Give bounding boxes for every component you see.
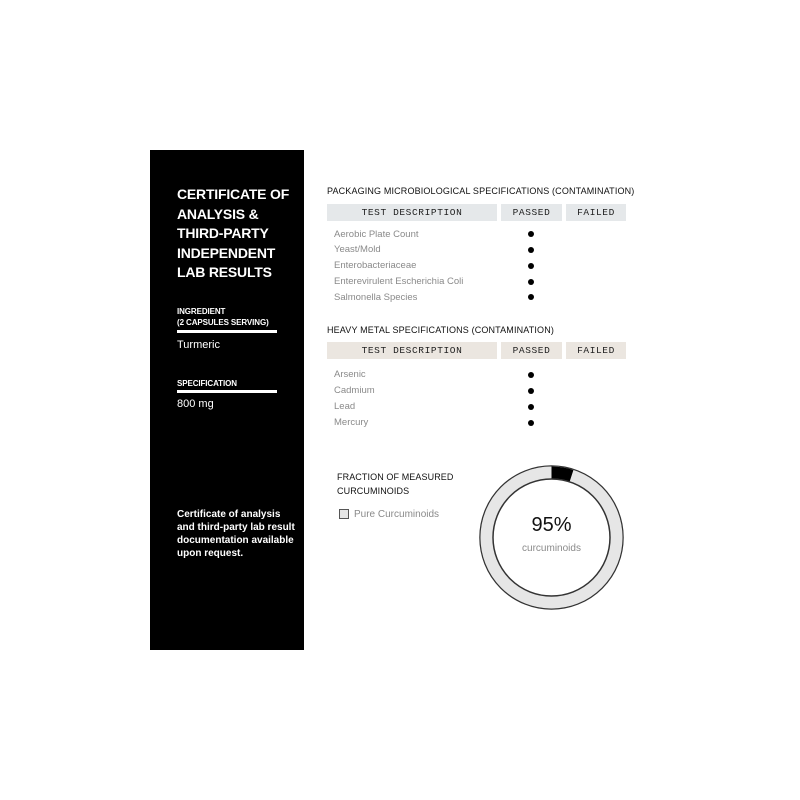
micro-header-failed: FAILED xyxy=(566,204,626,221)
sidebar-panel xyxy=(150,150,304,650)
specification-label: SPECIFICATION xyxy=(177,379,237,388)
passed-dot xyxy=(528,279,534,285)
curcuminoid-donut-chart xyxy=(479,465,624,610)
micro-row-label: Salmonella Species xyxy=(334,292,418,303)
specification-value: 800 mg xyxy=(177,398,214,410)
metal-header-test-description: TEST DESCRIPTION xyxy=(327,342,497,359)
ingredient-sublabel: (2 CAPSULES SERVING) xyxy=(177,318,269,327)
passed-dot xyxy=(528,247,534,253)
ingredient-divider xyxy=(177,330,277,333)
ingredient-value: Turmeric xyxy=(177,339,220,351)
passed-dot xyxy=(528,404,534,410)
passed-dot xyxy=(528,231,534,237)
microbiological-title: PACKAGING MICROBIOLOGICAL SPECIFICATIONS (CONTAMINATION) xyxy=(327,186,635,196)
certificate-title: CERTIFICATE OF ANALYSIS & THIRD-PARTY INDEPENDENT LAB RESULTS xyxy=(177,186,290,280)
micro-row-label: Aerobic Plate Count xyxy=(334,229,419,240)
metal-header-passed: PASSED xyxy=(501,342,562,359)
metal-row-label: Mercury xyxy=(334,417,369,428)
passed-dot xyxy=(528,420,534,426)
metal-row-label: Cadmium xyxy=(334,385,375,396)
metal-header-failed: FAILED xyxy=(566,342,626,359)
availability-note: Certificate of analysis and third-party lab result documentation available upon request. xyxy=(177,509,295,559)
legend-label: Pure Curcuminoids xyxy=(354,508,440,520)
specification-divider xyxy=(177,390,277,393)
metal-row-label: Arsenic xyxy=(334,369,366,380)
micro-header-passed: PASSED xyxy=(501,204,562,221)
fraction-title: FRACTION OF MEASURED CURCUMINOIDS xyxy=(337,472,454,496)
percent-caption: curcuminoids xyxy=(522,543,581,554)
heavy-metal-title: HEAVY METAL SPECIFICATIONS (CONTAMINATION) xyxy=(327,325,554,335)
micro-row-label: Enterevirulent Escherichia Coli xyxy=(334,276,464,287)
micro-row-label: Enterobacteriaceae xyxy=(334,260,417,271)
passed-dot xyxy=(528,294,534,300)
ingredient-label: INGREDIENT xyxy=(177,307,226,316)
micro-row-label: Yeast/Mold xyxy=(334,244,381,255)
passed-dot xyxy=(528,263,534,269)
ring-inner-border xyxy=(493,479,610,596)
legend-pure-curcuminoids xyxy=(339,507,439,521)
passed-dot xyxy=(528,388,534,394)
micro-header-test-description: TEST DESCRIPTION xyxy=(327,204,497,221)
metal-row-label: Lead xyxy=(334,401,356,412)
percent-value: 95% xyxy=(531,514,572,536)
legend-swatch xyxy=(339,509,349,519)
passed-dot xyxy=(528,372,534,378)
